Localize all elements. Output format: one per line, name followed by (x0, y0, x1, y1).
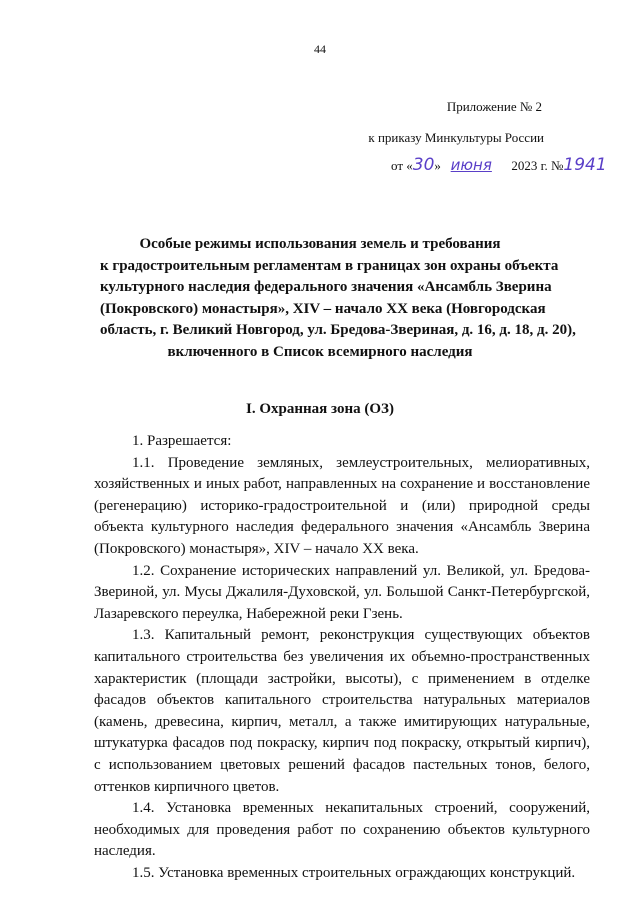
paragraph: 1. Разрешается: (132, 433, 232, 449)
section-heading: I. Охранная зона (ОЗ) (246, 401, 394, 417)
paragraph: 1.4. Установка временных некапитальных строений, сооружений, необходимых для проведения работ по сохранению объектов культурного наследия. (94, 800, 590, 860)
order-number-handwritten: 1941 (563, 155, 607, 175)
order-date-line (391, 155, 607, 175)
paragraph: 1.5. Установка временных строительных ограждающих конструкций. (132, 864, 576, 881)
title-line: включенного в Список всемирного наследия (167, 343, 473, 360)
paragraph: 1.3. Капитальный ремонт, реконструкция существующих объектов капитального строительства без увеличения их объемно-пространственных характеристик (площади застройки, высоты), с применением в отделке фасадов объектов капитального строительства натуральных материалов (камень, древесина, кирпич, металл, а также имитирующих натуральные, штукатурка фасадов под покраску, кирпич под покраску, открытый кирпич), с использованием цветовых решений фасадов пастельных тонов, белого, оттенков кирпичного цветов. (94, 627, 590, 795)
date-mid: » (434, 158, 441, 173)
title-line: Особые режимы использования земель и требования (139, 236, 501, 252)
document-title (100, 234, 576, 363)
date-year: 2023 г. № (511, 158, 564, 173)
paragraph: 1.2. Сохранение исторических направлений ул. Великой, ул. Бредова-Звериной, ул. Мусы Джалиля-Духовской, ул. Большой Санкт-Петербургской, Лазаревского переулка, Набережной реки Гзень. (94, 562, 590, 622)
date-prefix: от « (391, 158, 413, 173)
date-day-handwritten: 30 (412, 155, 435, 175)
paragraph: 1.1. Проведение земляных, землеустроительных, мелиоративных, хозяйственных и иных работ, направленных на сохранение и восстановление (регенерацию) историко-градостроительной и (или) природной среды объекта культурного наследия федерального значения «Ансамбль Зверина (Покровского) монастыря», XIV – начало XX века. (94, 454, 590, 557)
page-number: 44 (314, 42, 326, 56)
title-line: культурного наследия федерального значения «Ансамбль Зверина (100, 279, 552, 295)
appendix-label: Приложение № 2 (446, 99, 542, 114)
title-line: область, г. Великий Новгород, ул. Бредова-Звериная, д. 16, д. 18, д. 20), (100, 322, 576, 338)
order-reference: к приказу Минкультуры России (368, 130, 544, 145)
title-line: (Покровского) монастыря», XIV – начало XX века (Новгородская (100, 300, 546, 317)
title-line: к градостроительным регламентам в границах зон охраны объекта (100, 257, 559, 274)
date-month-handwritten: июня (450, 156, 492, 174)
document-body (94, 431, 590, 884)
